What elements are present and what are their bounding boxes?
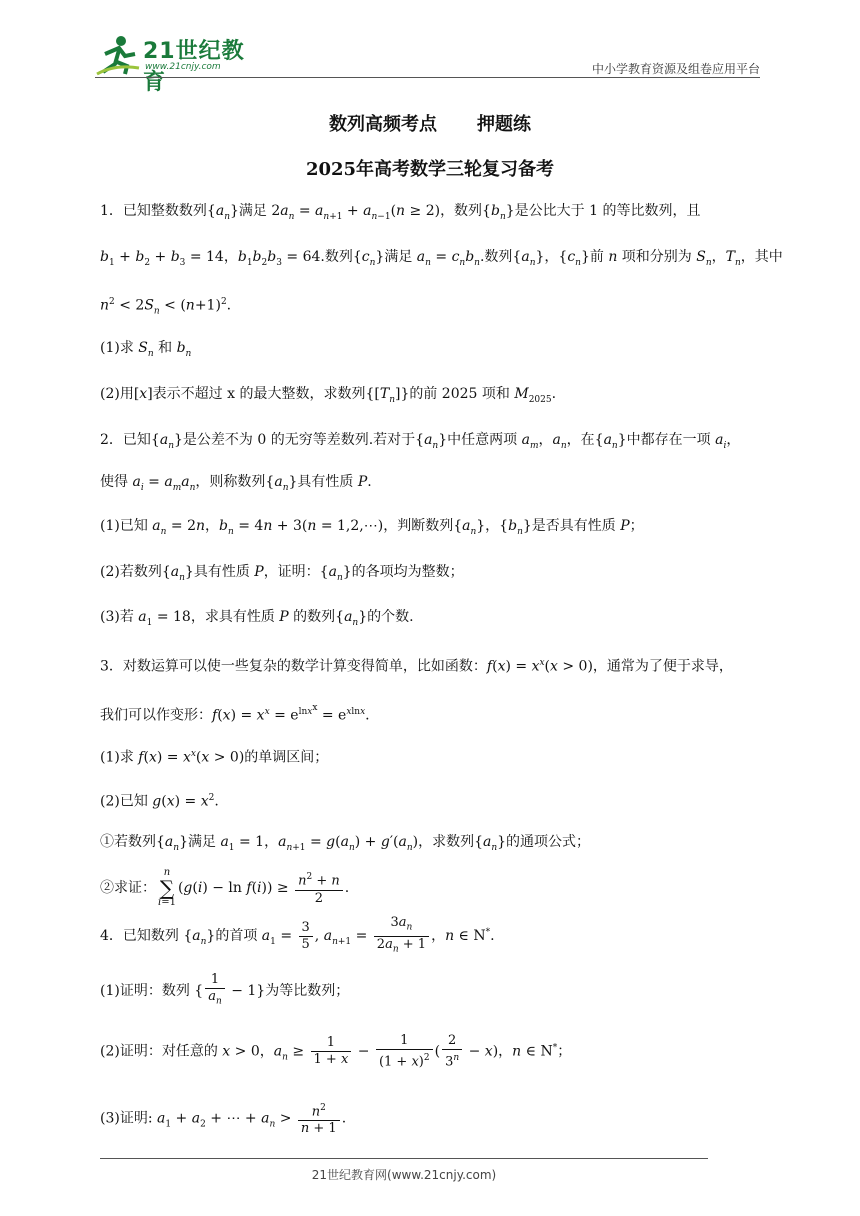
header-divider: [95, 77, 760, 78]
runner-logo-icon: [95, 34, 141, 76]
problem-3-line-2: 我们可以作变形：$f(x) = x^x = e^{lnx^x} = e^{xlnx}$.: [100, 703, 370, 724]
problem-2-part-1: (1)已知 $a_n = 2n$，$b_n = 4n + 3(n$ = 1,2,⋯)，判断数列$\{a_n\}$，$\{b_n\}$是否具有性质 P；: [100, 518, 644, 537]
problem-2-part-3: (3)若 $a_1 = 18$，求具有性质 P 的数列$\{a_n\}$的个数.: [100, 609, 414, 628]
problem-4-part-1: (1)证明：数列 { $\frac{1}{a_n}$ − 1}为等比数列；: [100, 972, 350, 1007]
problem-3-line-1: 3．对数运算可以使一些复杂的数学计算变得简单，比如函数：$f(x) = x^x(x > 0)$，通常为了便于求导，: [100, 658, 733, 675]
problem-1-part-2: (2)用[x]表示不超过 x 的最大整数，求数列$\{[T_n]\}$的前 2025 项和 $M_{2025}$.: [100, 386, 557, 405]
problem-1-part-1: (1)求 $S_n$ 和 $b_n$: [100, 340, 192, 359]
problem-1-line-3: $n^2 < 2S_n < (n+1)^2$.: [100, 297, 232, 317]
problem-2-part-2: (2)若数列$\{a_n\}$具有性质 P，证明：$\{a_n\}$的各项均为整数；: [100, 564, 464, 583]
logo-url: www.21cnjy.com: [145, 62, 221, 72]
title-part-1: 数列高频考点: [329, 114, 437, 135]
page-subtitle: 2025年高考数学三轮复习备考: [305, 159, 555, 180]
footer-link[interactable]: 21世纪教育网(www.21cnjy.com): [311, 1168, 497, 1182]
problem-3-part-2-ii: ②求证：n ∑ i=1(g(i) − ln f(i)) ≥ $\frac{n^2 + n}{2}$ .: [100, 867, 350, 908]
platform-name: 中小学教育资源及组卷应用平台: [591, 62, 760, 76]
problem-4-line-1: 4．已知数列 $\{a_n\}$的首项 $a_1$ = $\frac{3}{5}$ , $a_{n+1}$ = $\frac{3a_n}{2a_n + 1}$ ，n ∈ N*.: [100, 915, 495, 955]
title-part-2: 押题练: [477, 114, 531, 135]
site-logo: [95, 34, 265, 95]
problem-3-part-2-i: ①若数列$\{a_n\}$满足 $a_1 = 1$，$a_{n+1} = g(a_n) + g'(a_n)$，求数列$\{a_n\}$的通项公式；: [100, 834, 591, 853]
problem-1-line-1: 1．已知整数数列$\{a_n\}$满足 $2a_n = a_{n+1} + a_{n-1}(n \ge 2)$，数列$\{b_n\}$是公比大于 1 的等比数列，且: [100, 203, 701, 222]
problem-4-part-3: (3)证明: $a_1 + a_2$ + ⋯ + $a_n$ > $\frac{n^2}{n + 1}$ .: [100, 1100, 346, 1137]
problem-2-line-1: 2．已知$\{a_n\}$是公差不为 0 的无穷等差数列.若对于$\{a_n\}$中任意两项 $a_m$，$a_n$，在$\{a_n\}$中都存在一项 $a_i$，: [100, 432, 741, 451]
page-header: [95, 30, 760, 95]
problem-4-part-2: (2)证明：对任意的 x > 0，$a_n$ ≥ $\frac{1}{1 + x}$ − $\frac{1}{(1 + x)^2}$ ( $\frac{2}{3^n}$ − x)，n ∈ N*；: [100, 1033, 572, 1070]
page-title: [0, 110, 860, 136]
problem-1-line-2: $b_1 + b_2 + b_3 = 14$，$b_1b_2b_3 = 64$.数列$\{c_n\}$满足 $a_n = c_nb_n$.数列$\{a_n\}$，$\{c_n\}$前 n 项和分别为 $S_n$，$T_n$，其中: [100, 249, 783, 268]
problem-2-line-2: 使得 $a_i = a_ma_n$，则称数列$\{a_n\}$具有性质 P.: [100, 474, 372, 493]
footer-divider: [100, 1158, 708, 1159]
problem-3-part-1: (1)求 $f(x) = x^x(x > 0)$的单调区间；: [100, 749, 329, 766]
problem-3-part-2: (2)已知 $g(x) = x^2$.: [100, 793, 219, 810]
logo-text: 21世纪教育: [143, 39, 245, 95]
